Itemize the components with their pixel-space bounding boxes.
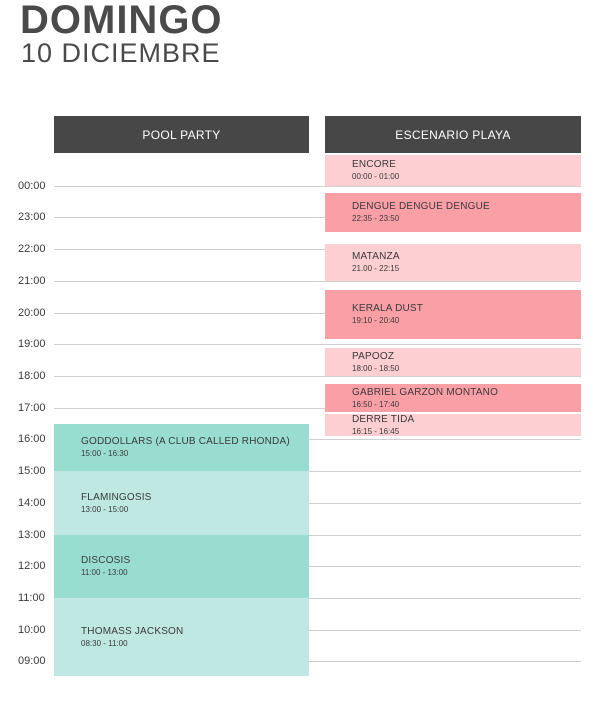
hour-gridline (54, 376, 581, 377)
stage-name: ESCENARIO PLAYA (395, 127, 511, 142)
artist-name: GABRIEL GARZON MONTANO (352, 386, 499, 398)
hour-label: 10:00 (18, 624, 46, 636)
hour-label: 14:00 (18, 497, 46, 509)
set-block-flamingosis[interactable] (54, 471, 309, 535)
set-block-encore[interactable] (325, 155, 581, 186)
set-time: 19:10 - 20:40 (352, 316, 400, 325)
set-block-derre-tida[interactable] (325, 414, 581, 436)
set-time: 13:00 - 15:00 (81, 504, 129, 514)
hour-gridline (54, 186, 581, 187)
hour-row (0, 338, 600, 350)
hour-label: 00:00 (18, 180, 46, 192)
artist-name: DERRE TIDA (352, 413, 415, 425)
stage-header-pool-party (54, 116, 309, 153)
set-time: 08:30 - 11:00 (81, 638, 128, 648)
stage-name: POOL PARTY (142, 127, 221, 142)
hour-label: 20:00 (18, 307, 46, 319)
artist-name: DISCOSIS (81, 555, 131, 566)
hour-label: 21:00 (18, 275, 46, 287)
set-block-thomass-jackson[interactable] (54, 598, 309, 676)
set-block-papooz[interactable] (325, 348, 581, 376)
artist-name: PAPOOZ (352, 350, 395, 362)
set-block-goddollars[interactable] (54, 424, 309, 471)
hour-row (0, 275, 600, 287)
set-block-kerala-dust[interactable] (325, 290, 581, 339)
hour-label: 18:00 (18, 370, 46, 382)
artist-name: THOMASS JACKSON (81, 625, 184, 637)
hour-gridline (54, 281, 581, 282)
set-block-discosis[interactable] (54, 535, 309, 598)
hour-gridline (54, 344, 581, 345)
hour-label: 11:00 (18, 592, 45, 604)
set-time: 11:00 - 13:00 (81, 568, 128, 577)
artist-name: GODDOLLARS (A CLUB CALLED RHONDA) (81, 436, 290, 447)
set-time: 00:00 - 01:00 (352, 172, 400, 181)
hour-label: 15:00 (18, 465, 46, 477)
set-block-gabriel-garzon-montano[interactable] (325, 384, 581, 412)
artist-name: MATANZA (352, 251, 400, 262)
set-time: 16:50 - 17:40 (352, 399, 400, 409)
set-time: 21.00 - 22:15 (352, 264, 400, 273)
set-block-dengue-dengue-dengue[interactable] (325, 193, 581, 232)
set-time: 22:35 - 23:50 (352, 214, 400, 223)
hour-label: 09:00 (18, 655, 46, 667)
artist-name: FLAMINGOSIS (81, 491, 152, 503)
day-title: DOMINGO (20, 0, 223, 42)
hour-row (0, 370, 600, 382)
date-title: 10 DICIEMBRE (21, 38, 221, 68)
stage-header-escenario-playa (325, 116, 581, 153)
set-time: 16:15 - 16:45 (352, 426, 400, 436)
artist-name: ENCORE (352, 159, 396, 170)
artist-name: KERALA DUST (352, 303, 424, 314)
hour-label: 12:00 (18, 560, 46, 572)
hour-label: 22:00 (18, 243, 46, 255)
set-time: 18:00 - 18:50 (352, 363, 400, 373)
hour-row (0, 180, 600, 192)
hour-label: 23:00 (18, 211, 46, 223)
hour-label: 17:00 (18, 402, 46, 414)
hour-label: 19:00 (18, 338, 46, 350)
hour-label: 16:00 (18, 433, 46, 445)
artist-name: DENGUE DENGUE DENGUE (352, 201, 490, 212)
hour-label: 13:00 (18, 529, 46, 541)
set-block-matanza[interactable] (325, 244, 581, 281)
set-time: 15:00 - 16:30 (81, 449, 129, 458)
